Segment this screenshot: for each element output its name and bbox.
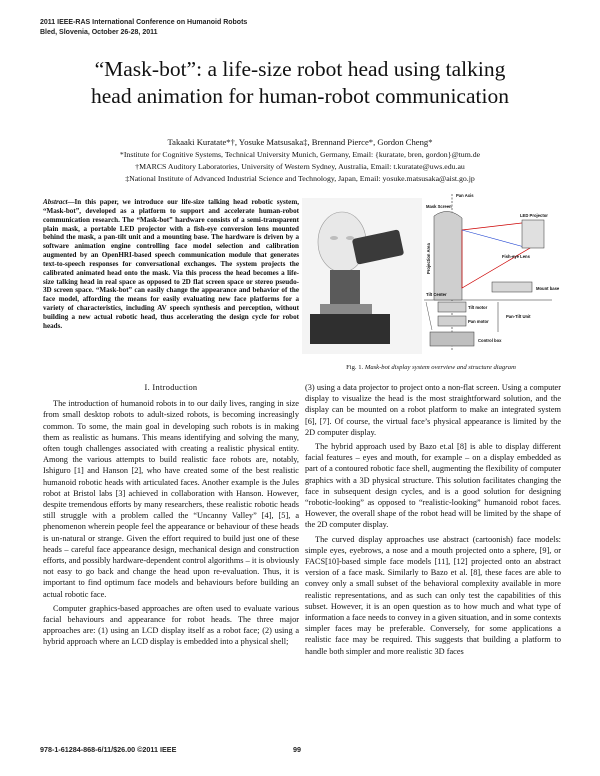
- left-column: [43, 382, 299, 651]
- mask-screen-shape: [434, 211, 462, 300]
- right-paragraph-1: (3) using a data projector to project onto a non-flat screen. Using a computer display to visualize the head is the most straightforward solution, and the display can be mounted on a robot platform to make an integrated system [6], [7]. Of course, the virtual face’s physical appearance is limited by the 2D computer display.: [305, 383, 561, 437]
- mount-photo: [320, 304, 372, 314]
- mask-bot-diagram: [302, 190, 560, 358]
- led-projector-shape: [522, 220, 544, 248]
- title-line-1: “Mask-bot”: a life-size robot head using talking: [94, 57, 506, 81]
- affiliation-aist: ‡National Institute of Advanced Industrial Science and Technology, Japan, Email: yosuke.matsusaka@aist.go.jp: [125, 174, 475, 183]
- footer-isbn: 978-1-61284-868-6/11/$26.00 ©2011 IEEE: [40, 745, 177, 754]
- leader-line-1: [426, 302, 432, 330]
- intro-paragraph-1: The introduction of humanoid robots in to our daily lives, ranging in size from small desktop robots to adult-sized robots, is becoming increasingly common. To some, the main goal in developing such robots is in making them as realistic as humans. This means identifying and solving the many, often tough challenges associated with creating a realistic physical entity. Among the various attempts to build realistic face robots are, notably, Ishiguro [1] and Hanson [2], who have created some of the best realistic humanoid robotic heads with articulated faces. Another example is the Jules robot at Bristol labs [3] achieved in collaboration with Hanson. However, despite tremendous efforts by many researchers, these realistic robotic heads still struggle with a problem called the “Uncanny Valley” [4], [5], a phenomenon wherein people feel the appearance or behaviour of these heads is un-natural or strange. Given the effort required to build just one of these heads – careful face appearance design, mechanical design and construction efforts, and possibly hardware-dependent control algorithms – it is obviously not easy to go back and change the head upon re-evaluation. Thus, it is important to find optimum face models and behaviours before building an actual robotic face.: [43, 399, 299, 599]
- affiliation-uws: †MARCS Auditory Laboratories, University of Western Sydney, Australia, Email: t.kuratate@uws.edu.au: [135, 162, 465, 171]
- caption-label: Fig. 1.: [346, 364, 364, 371]
- caption-text: Mask-bot display system overview and structure diagram: [364, 364, 516, 371]
- right-paragraph-2: The hybrid approach used by Bazo et.al [8] is able to display different facial features – eyes and mouth, for example – on a display embedded as part of a contoured robotic face shell, augmenting the flexibility of computer graphics with a 3D physical structure. This solution facilitates changing the face in subsequent design cycles, and is a good solution for designing “robotic-looking” as opposed to “realistic-looking” humanoid robot faces. However, the overall shape of the robot head will be limited by the shape of the 2D computer display.: [305, 442, 561, 530]
- label-fisheye-lens: Fish-eye Lens: [502, 254, 530, 259]
- section-heading-introduction: I. Introduction: [144, 383, 198, 392]
- conference-location: Bled, Slovenia, October 26-28, 2011: [40, 29, 158, 36]
- page-number: 99: [293, 745, 301, 754]
- label-control-box: Control box: [478, 338, 502, 343]
- label-led-projector: LED Projector: [520, 213, 548, 218]
- right-paragraph-3: The curved display approaches use abstract (cartoonish) face models: simple eyes, eyebrows, a nose and a mouth projected onto a sphere, [9], or FACS[10]-based simple face models [11], [12] projected onto an abstract version of a face mask. Similarly to Bazo et al. [8], these faces are able to convey only a small subset of the behavioral complexity available in more realistic representations, and as such can only test the capabilities of this subset. However, it is an open question as to how much and what type of information a face needs to convey in a given situation, and in some contexts simpler faces may be preferable. Conversely, for some applications a realistic face may be required. This suggests that building a platform to handle both simpler and more realistic 3D faces: [305, 534, 561, 656]
- label-projection-area: Projection Area: [426, 243, 431, 274]
- right-column: [305, 382, 561, 660]
- label-tilt-motor: Tilt motor: [468, 305, 488, 310]
- pan-motor-shape: [438, 316, 466, 326]
- affiliations: [40, 149, 560, 185]
- mask-eye-right: [346, 236, 354, 240]
- figure-caption: [302, 364, 560, 372]
- control-box-photo: [310, 314, 390, 344]
- tilt-motor-shape: [438, 302, 466, 312]
- control-box-shape: [430, 332, 474, 346]
- label-pan-motor: Pan motor: [468, 319, 489, 324]
- figure-1: [302, 190, 560, 358]
- label-tilt-center: Tilt Center: [426, 292, 447, 297]
- pan-tilt-photo: [330, 270, 360, 306]
- mask-eye-left: [330, 236, 338, 240]
- author-list: Takaaki Kuratate*†, Yosuke Matsusaka‡, Brennand Pierce*, Gordon Cheng*: [167, 137, 433, 147]
- title-line-2: head animation for human-robot communication: [91, 84, 509, 108]
- intro-paragraph-2: Computer graphics-based approaches are often used to evaluate various facial behaviours and appearance for robot heads. The three major approaches are: (1) using an LCD display itself as a robot face; (2) using a hybrid approach where an LCD display is embedded into a physical shell;: [43, 603, 299, 647]
- mount-base-shape: [492, 282, 532, 292]
- conference-header: [40, 18, 247, 38]
- label-mask-screen: Mask Screen: [426, 204, 452, 209]
- label-pan-axis: Pan Axis: [456, 193, 474, 198]
- projection-ray: [462, 230, 528, 248]
- label-mount-base: Mount base: [536, 286, 560, 291]
- abstract: [43, 198, 299, 331]
- label-pan-tilt-unit: Pan-Tilt Unit: [506, 314, 531, 319]
- conference-name: 2011 IEEE-RAS International Conference on Humanoid Robots: [40, 19, 248, 26]
- abstract-text: —In this paper, we introduce our life-size talking head robotic system, “Mask-bot”, developed as a platform to support and accelerate human-robot communication research. The “Mask-bot” hardware consists of a semi-transparent plain mask, a portable LED projector with a fish-eye conversion lens mounted behind the mask, a pan-tilt unit and a mounting base. The hardware is driven by a software animation engine controlling face model selection and calibration augmented by an OpenHRI-based speech communication module that generates text-to-speech responses for conversational exchanges. The system projects the calibrated animated head onto the mask. Via this process the head becomes a life-size talking head in real space as opposed to 2D flat screen space or stereo pseudo-3D screen space. “Mask-bot” can easily change the appearance and behavior of the face model, affording the means for easily evaluating new face platforms for a variety of characteristics, including AV speech synthesis and perception, without building a new actual robotic head, thus accelerating the design cycle for robot heads.: [43, 198, 299, 330]
- paper-title: [40, 56, 560, 110]
- affiliation-tum: *Institute for Cognitive Systems, Technical University Munich, Germany, Email: {kuratate, bren, gordon}@tum.de: [119, 150, 481, 159]
- abstract-label: Abstract: [43, 198, 68, 206]
